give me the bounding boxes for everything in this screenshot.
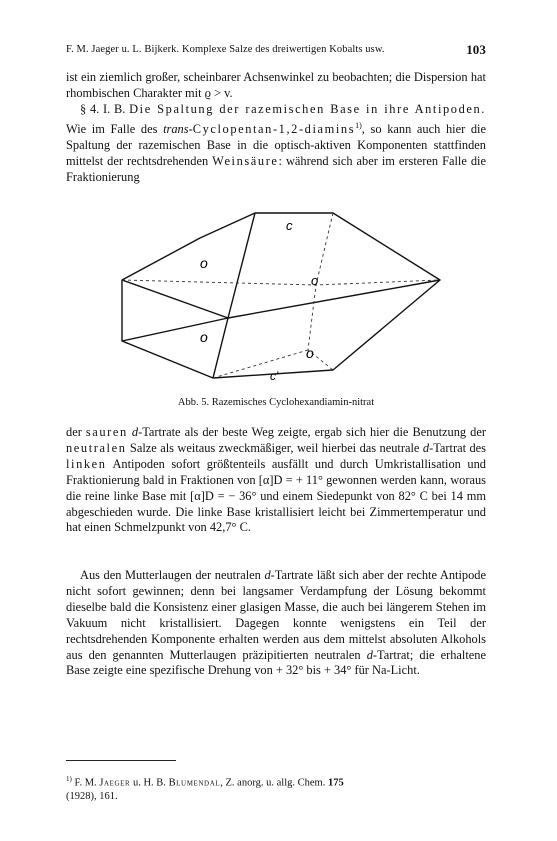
compound-name: Weinsäure [212,153,279,168]
text-run: F. M. [74,777,97,789]
text-run: -Tartrate läßt sich aber der rechte Antipode nicht sofort gewinnen; denn bei langsamer Verdampfung der Lösung bekommt dieselbe bald die Konsistenz einer glasigen Masse, die auch bei längerem Stehen im Vakuum nicht kristallisiert. Dagegen konnte wenigstens ein Teil der rechtsdrehenden Komponente erhalten werden aus dem mittelst absoluten Alkohols aus den genannten Mutterlaugen präzipitierten neutralen [66,568,486,662]
text-run: Salze als weitaus zweckmäßiger, weil hierbei das neutrale [126,440,423,455]
volume-number: 175 [327,777,344,789]
face-label-c: c [286,218,293,233]
paragraph-4 [66,568,486,679]
face-label-c-prime: c′ [270,369,279,383]
section-number: § 4. I. B. [80,102,126,116]
running-header [66,44,486,55]
paragraph-1 [66,70,486,102]
text-run: u. [132,777,141,789]
author-name: Blumendal [168,777,221,789]
paragraph-3 [66,425,486,536]
text-run: : während sich aber im ersteren Falle die Fraktionierung [66,153,486,184]
running-title: F. M. Jaeger u. L. Bijkerk. Komplexe Salze des dreiwertigen Kobalts usw. [66,44,385,55]
author-name: Jaeger [99,777,131,789]
footnote-divider [66,760,176,761]
crystal-figure [118,208,444,386]
text-run: der [66,425,86,439]
text-run: , so kann auch hier die Spaltung der razemischen Base in die optisch-aktiven Komponenten stattfinden mittelst der rechtsdrehenden [66,122,487,168]
italic-run: d [366,647,373,662]
text-run: Antipoden sofort größtenteils ausfällt und durch Umkristallisation und Fraktionierung bald in Fraktionen von [α]D = + 11° gewonnen werden kann, woraus die reine linke Base mit [α]D = − 36° und einem Siedepunkt von 82° C bei 14 mm abgeschieden wurde. Die linke Base kristallisiert leicht bei Zimmertemperatur und hat einen Schmelzpunkt von 42,7° C. [66,456,486,535]
italic-run: d [131,425,139,439]
face-label-o: o [200,255,208,271]
text-run: H. B. [143,777,166,789]
text-run: , Z. anorg. u. allg. Chem. [220,777,326,789]
footnote-ref[interactable]: 1) [355,120,362,130]
text-run: - [188,122,193,137]
text-run: -Tartrate als der beste Weg zeigte, ergab sich hier die Benutzung der [138,425,486,439]
section-heading: Die Spaltung der razemischen Base in ihre Antipoden. [129,102,486,116]
italic-run: d [264,568,271,582]
compound-name: Cyclopentan-1,2-diamins [192,122,356,137]
text-run: -Tartrat des [429,440,486,455]
spaced-word: neutralen [66,440,127,455]
figure-caption: Abb. 5. Razemisches Cyclohexandiamin-nitrat [177,397,375,408]
paragraph-1-text: ist ein ziemlich großer, scheinbarer Achsenwinkel zu beobachten; die Dispersion hat rhombischen Charakter mit ϱ > v. [66,70,486,100]
spaced-word: linken [66,456,107,471]
italic-run: d [422,440,430,455]
text-run: Aus den Mutterlaugen der neutralen [80,568,265,582]
page-number: 103 [466,42,486,57]
footnote-mark: 1) [66,775,72,783]
spaced-word: sauren [85,425,128,439]
face-label-o: o [200,329,208,345]
face-label-o: o [311,273,319,288]
footnote [66,773,486,803]
paragraph-2 [66,102,486,186]
italic-run: trans [163,122,189,137]
text-run: (1928), 161. [66,790,118,802]
text-run: Wie im Falle des [66,122,164,137]
face-label-o: o [306,345,314,361]
crystal-drawing [118,208,444,386]
text-run: -Tartrat; die erhaltene Base zeigte eine spezifische Drehung von + 32° bis + 34° für Na-Licht. [66,647,486,678]
